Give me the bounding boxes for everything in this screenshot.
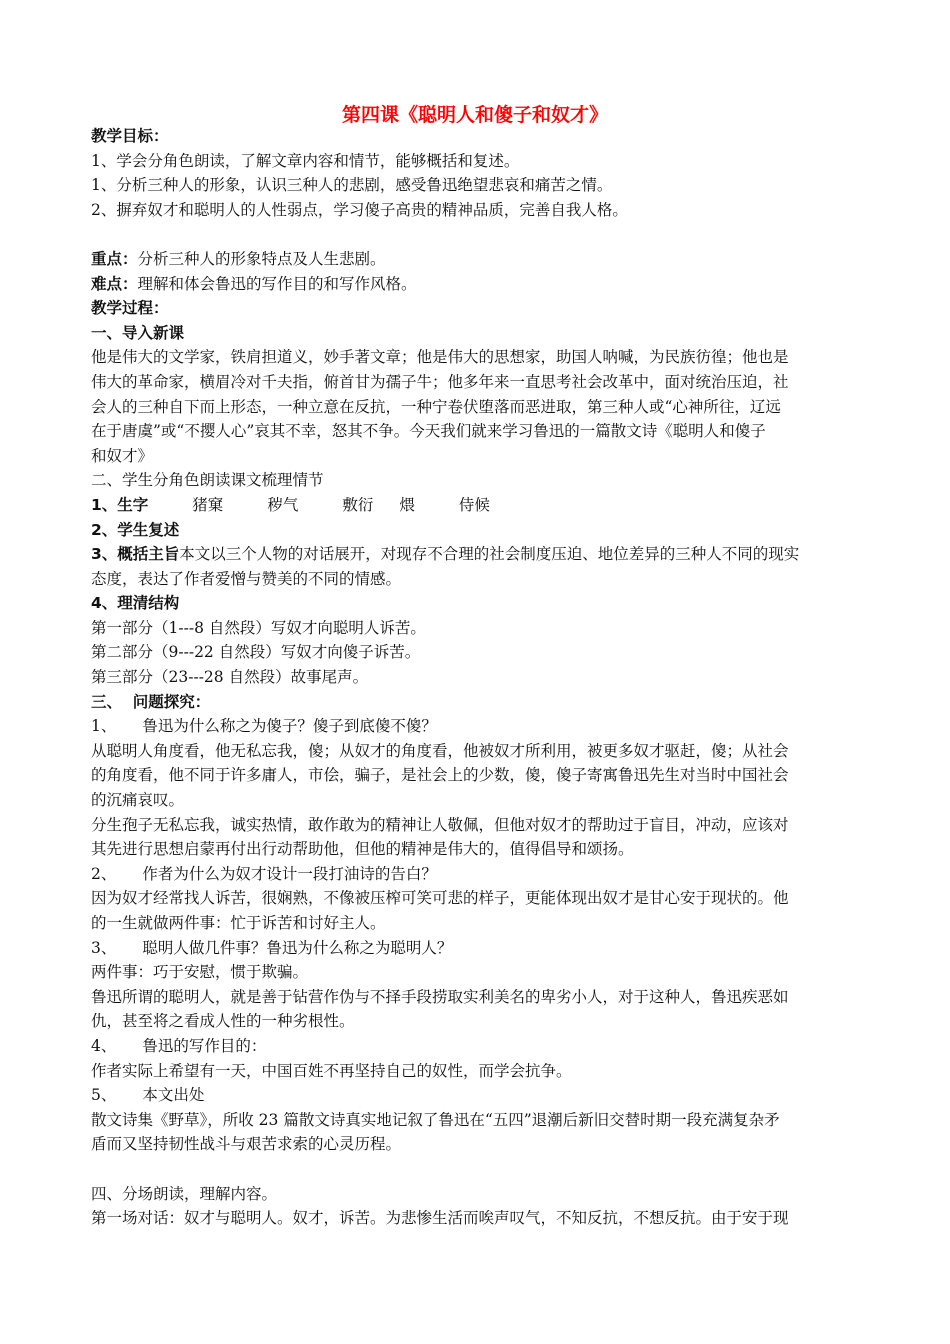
goals-heading: 教学目标： <box>91 127 169 145</box>
key-point-label: 重点： <box>91 249 138 268</box>
document-body <box>91 124 861 1231</box>
key-point-text: 分析三种人的形象特点及人生悲剧。 <box>137 249 386 268</box>
paragraph-line: 的一生就做两件事：忙于诉苦和讨好主人。 <box>91 914 386 932</box>
paragraph-line: 散文诗集《野草》，所收 23 篇散文诗真实地记叙了鲁迅在“五四”退潮后新旧交替时期一段充满复杂矛 <box>91 1110 780 1129</box>
paragraph-line: 从聪明人角度看，他无私忘我，傻；从奴才的角度看，他被奴才所利用，被更多奴才驱赶，傻；从社会 <box>91 741 789 760</box>
question-text: 作者为什么为奴才设计一段打油诗的告白？ <box>142 864 437 883</box>
question-number: 3、 <box>91 938 117 957</box>
paragraph-line: 伟大的革命家，横眉冷对千夫指，俯首甘为孺子牛；他多年来一直思考社会改革中，面对统治压迫，社 <box>91 372 789 391</box>
question-text: 本文出处 <box>142 1086 205 1105</box>
difficulty <box>91 272 861 297</box>
key-point <box>91 247 861 272</box>
question-text: 鲁迅为什么称之为傻子？傻子到底傻不傻？ <box>142 717 437 736</box>
structure-item: 第三部分（23---28 自然段）故事尾声。 <box>91 668 369 687</box>
question <box>91 936 861 961</box>
paragraph-line: 两件事：巧于安慰，惯于欺骗。 <box>91 963 309 982</box>
paragraph-line: 的角度看，他不同于许多庸人，市侩，骗子，是社会上的少数，傻，傻子寄寓鲁迅先生对当时中国社会 <box>91 766 789 785</box>
shengzi-word: 猪窠 <box>192 495 224 514</box>
question <box>91 1083 861 1108</box>
structure-item: 第二部分（9---22 自然段）写奴才向傻子诉苦。 <box>91 643 421 662</box>
paragraph-line: 作者实际上希望有一天，中国百姓不再坚持自己的奴性，而学会抗争。 <box>91 1061 572 1080</box>
structure-item: 第一部分（1---8 自然段）写奴才向聪明人诉苦。 <box>91 618 426 637</box>
fushu-heading: 2、学生复述 <box>91 520 180 539</box>
shengzi-line <box>91 493 861 518</box>
zhuzhi-label: 3、概括主旨 <box>91 545 180 564</box>
shengzi-label: 1、生字 <box>91 495 149 514</box>
goal-item: 1、学会分角色朗读，了解文章内容和情节，能够概括和复述。 <box>91 151 520 170</box>
shengzi-word: 敷衍 <box>342 495 374 514</box>
shengzi-word: 秽气 <box>267 495 299 514</box>
structure-heading: 4、理清结构 <box>91 594 180 613</box>
question <box>91 1034 861 1059</box>
paragraph-line: 鲁迅所谓的聪明人，就是善于钻营作伪与不择手段捞取实利美名的卑劣小人，对于这种人，鲁迅疾恶如 <box>91 987 789 1006</box>
question-text: 鲁迅的写作目的： <box>142 1036 267 1055</box>
section-3-heading: 三、 问题探究： <box>91 692 211 711</box>
question-text: 聪明人做几件事？鲁迅为什么称之为聪明人？ <box>142 938 453 957</box>
paragraph-line: 在于唐虞”或“不撄人心”哀其不幸，怒其不争。今天我们就来学习鲁迅的一篇散文诗《聪明人和傻子 <box>91 422 766 441</box>
question <box>91 862 861 887</box>
goal-item: 2、摒弃奴才和聪明人的人性弱点，学习傻子高贵的精神品质，完善自我人格。 <box>91 200 628 219</box>
paragraph-line: 其先进行思想启蒙再付出行动帮助他，但他的精神是伟大的，值得倡导和颂扬。 <box>91 840 634 859</box>
section-2-heading: 二、学生分角色朗读课文梳理情节 <box>91 471 324 490</box>
section-4-heading: 四、分场朗读，理解内容。 <box>91 1184 278 1203</box>
paragraph-line: 和奴才》 <box>91 446 154 465</box>
section-1-heading: 一、导入新课 <box>91 323 185 342</box>
question-number: 1、 <box>91 717 117 736</box>
paragraph-line: 会人的三种自下而上形态，一种立意在反抗，一种宁卷伏堕落而恶进取，第三种人或“心神所往，辽远 <box>91 397 781 416</box>
paragraph-line <box>91 542 861 567</box>
goal-item: 1、分析三种人的形象，认识三种人的悲剧，感受鲁迅绝望悲哀和痛苦之情。 <box>91 176 613 195</box>
process-heading: 教学过程： <box>91 299 169 318</box>
question-number: 2、 <box>91 864 117 883</box>
shengzi-word: 煨 <box>399 495 415 514</box>
paragraph-line: 仇，甚至将之看成人性的一种劣根性。 <box>91 1012 355 1031</box>
paragraph-line: 分生孢子无私忘我，诚实热情，敢作敢为的精神让人敬佩，但他对奴才的帮助过于盲目，冲动，应该对 <box>91 815 789 834</box>
paragraph-line: 因为奴才经常找人诉苦，很娴熟，不像被压榨可笑可悲的样子，更能体现出奴才是甘心安于现状的。他 <box>91 889 789 908</box>
paragraph-line: 盾而又坚持韧性战斗与艰苦求索的心灵历程。 <box>91 1135 402 1154</box>
paragraph-line: 态度，表达了作者爱憎与赞美的不同的情感。 <box>91 569 402 588</box>
question <box>91 714 861 739</box>
shengzi-word: 侍候 <box>458 495 490 514</box>
question-number: 5、 <box>91 1086 117 1105</box>
paragraph-line: 他是伟大的文学家，铁肩担道义，妙手著文章；他是伟大的思想家，助国人呐喊，为民族彷徨；他也是 <box>91 348 789 367</box>
paragraph-line: 第一场对话：奴才与聪明人。奴才，诉苦。为悲惨生活而唉声叹气，不知反抗，不想反抗。由于安于现 <box>91 1209 789 1228</box>
difficulty-label: 难点： <box>91 274 138 293</box>
question-number: 4、 <box>91 1036 117 1055</box>
zhuzhi-text: 本文以三个人物的对话展开，对现存不合理的社会制度压迫、地位差异的三种人不同的现实 <box>179 545 800 564</box>
page-title: 第四课《聪明人和傻子和奴才》 <box>341 104 608 126</box>
difficulty-text: 理解和体会鲁迅的写作目的和写作风格。 <box>137 274 417 293</box>
spacer <box>91 1157 861 1182</box>
spacer <box>91 222 861 247</box>
paragraph-line: 的沉痛哀叹。 <box>91 791 185 810</box>
